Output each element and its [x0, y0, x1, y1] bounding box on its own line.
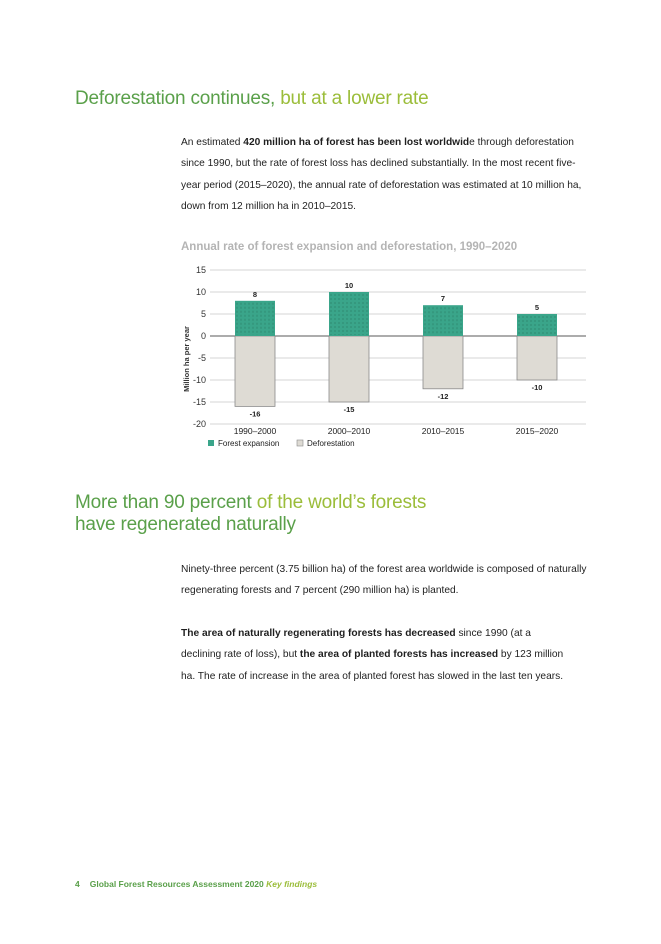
x-category-label: 2010–2015 — [421, 426, 465, 436]
deforestation-bar — [517, 336, 557, 380]
deforestation-bar — [235, 336, 275, 406]
y-tick-label: 0 — [200, 331, 206, 341]
y-tick-label: 10 — [195, 287, 206, 297]
section-heading-deforestation — [75, 88, 428, 110]
para-bold: The area of naturally regenerating forests has decreased — [181, 628, 456, 639]
x-category-label: 2000–2010 — [327, 426, 371, 436]
legend-swatch-deforestation — [297, 440, 303, 446]
para-text: by 123 million ha. The rate of increase in the area of planted forest has slowed in the last ten years. — [181, 649, 564, 682]
deforestation-bar — [329, 336, 369, 402]
deforestation-paragraph — [181, 132, 591, 217]
expansion-bar — [235, 301, 275, 336]
legend-label-deforestation: Deforestation — [307, 439, 355, 448]
heading-line1-part1: More than 90 percent — [75, 492, 252, 513]
regeneration-paragraph-1: Ninety-three percent (3.75 billion ha) of the forest area worldwide is composed of naturally regenerating forests and 7 percent (290 million ha) is planted. — [181, 564, 587, 597]
footer-title: Global Forest Resources Assessment 2020 — [89, 879, 267, 889]
heading-part-2: but at a lower rate — [275, 88, 429, 109]
heading-line2: have regenerated naturally — [75, 514, 296, 535]
deforestation-value-label: -15 — [343, 405, 355, 414]
expansion-value-label: 10 — [344, 281, 354, 290]
para-text: since 1990 (at a declining rate of loss), but — [181, 628, 531, 661]
y-tick-label: -5 — [197, 353, 206, 363]
para-bold: 420 million ha of forest has been lost worldwid — [243, 137, 470, 148]
regeneration-paragraph-2 — [181, 623, 566, 687]
page-footer — [75, 879, 317, 889]
x-category-label: 2015–2020 — [515, 426, 559, 436]
deforestation-value-label: -16 — [249, 409, 261, 419]
deforestation-value-label: -12 — [437, 391, 449, 401]
heading-part-1: Deforestation continues, — [75, 88, 276, 109]
y-tick-label: -20 — [192, 419, 206, 429]
para-text: In the most recent five-year period (2015–2020), the annual rate of deforestation was estimated at 10 million ha, down from 12 million ha in 2010–2015. — [181, 158, 582, 212]
expansion-value-label: 5 — [534, 303, 540, 312]
deforestation-value-label: -10 — [531, 383, 543, 392]
para-bold: the area of planted forests has increased — [299, 649, 499, 661]
section-heading-regenerated — [75, 492, 426, 536]
y-tick-label: -10 — [192, 375, 206, 385]
footer-subtitle: Key findings — [266, 879, 318, 889]
para-text: e through deforestation since 1990, but the rate of forest loss has declined substantially. — [181, 137, 574, 170]
forest-chart — [160, 258, 600, 458]
page-number: 4 — [75, 879, 80, 889]
expansion-value-label: 7 — [440, 294, 446, 304]
legend-label-expansion: Forest expansion — [218, 439, 280, 448]
y-tick-label: -15 — [192, 397, 206, 407]
x-category-label: 1990–2000 — [233, 426, 277, 436]
legend-swatch-expansion — [208, 440, 214, 446]
deforestation-bar — [423, 336, 463, 389]
y-tick-label: 5 — [200, 309, 206, 319]
heading-line1-part2: of the world’s forests — [251, 492, 427, 513]
chart-title: Annual rate of forest expansion and deforestation, 1990–2020 — [181, 241, 518, 253]
y-tick-label: 15 — [195, 265, 206, 275]
expansion-value-label: 8 — [252, 289, 258, 299]
para-text: An estimated — [181, 137, 244, 148]
y-axis-label: Million ha per year — [182, 326, 191, 392]
